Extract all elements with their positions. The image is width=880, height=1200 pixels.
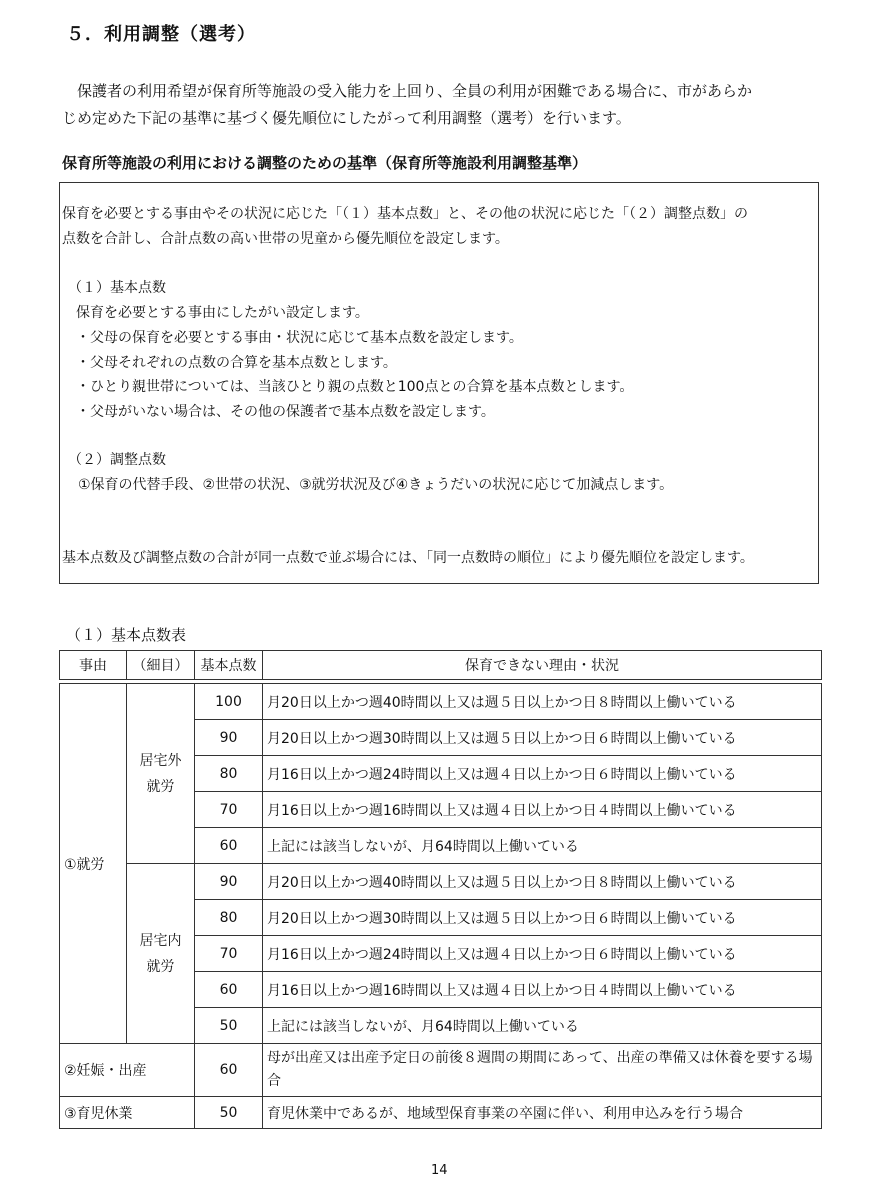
subcategory-outside-work (127, 684, 195, 864)
table-row (60, 1044, 822, 1097)
subcategory-label: 就労 (146, 778, 175, 795)
condition-cell: 上記には該当しないが、月64時間以上働いている (263, 828, 822, 864)
table-header: （細目） (127, 651, 195, 680)
reason-cell-pregnancy: ②妊娠・出産 (60, 1044, 195, 1097)
basic-points-line: ・ひとり親世帯については、当該ひとり親の点数と100点との合算を基本点数とします。 (76, 379, 634, 395)
reason-cell-work: ①就労 (60, 684, 127, 1044)
reason-cell-childcare-leave: ③育児休業 (60, 1097, 195, 1129)
condition-cell: 月20日以上かつ週40時間以上又は週５日以上かつ日８時間以上働いている (263, 864, 822, 900)
basic-points-line: ・父母の保育を必要とする事由・状況に応じて基本点数を設定します。 (76, 330, 523, 346)
points-cell: 60 (195, 828, 263, 864)
table-row (60, 1097, 822, 1129)
basic-points-line: ・父母それぞれの点数の合算を基本点数とします。 (76, 355, 397, 371)
subcategory-inside-work (127, 864, 195, 1044)
subcategory-label: 就労 (146, 958, 175, 975)
basic-points-table (59, 650, 822, 1129)
table-row (60, 864, 822, 900)
points-cell: 90 (195, 720, 263, 756)
subcategory-label: 居宅外 (139, 752, 182, 769)
section-title: ５．利用調整（選考） (66, 24, 256, 45)
intro-line: じめ定めた下記の基準に基づく優先順位にしたがって利用調整（選考）を行います。 (62, 109, 631, 127)
page-number: 14 (431, 1163, 448, 1178)
table-header-row (60, 651, 822, 680)
condition-cell: 月16日以上かつ週24時間以上又は週４日以上かつ日６時間以上働いている (263, 936, 822, 972)
table-header: 事由 (60, 651, 127, 680)
condition-cell: 月16日以上かつ週16時間以上又は週４日以上かつ日４時間以上働いている (263, 792, 822, 828)
points-cell: 70 (195, 936, 263, 972)
criteria-box (59, 182, 819, 584)
table-header: 基本点数 (195, 651, 263, 680)
criteria-intro-line: 保育を必要とする事由やその状況に応じた「（１）基本点数」と、その他の状況に応じた「（２）調整点数」の (62, 206, 748, 222)
points-cell: 80 (195, 900, 263, 936)
table-header: 保育できない理由・状況 (263, 651, 822, 680)
condition-cell: 月20日以上かつ週30時間以上又は週５日以上かつ日６時間以上働いている (263, 900, 822, 936)
subcategory-label: 居宅内 (139, 932, 182, 949)
points-cell: 60 (195, 972, 263, 1008)
points-cell: 50 (195, 1097, 263, 1129)
condition-cell: 月16日以上かつ週24時間以上又は週４日以上かつ日６時間以上働いている (263, 756, 822, 792)
condition-cell: 月20日以上かつ週40時間以上又は週５日以上かつ日８時間以上働いている (263, 684, 822, 720)
condition-cell: 育児休業中であるが、地域型保育事業の卒園に伴い、利用申込みを行う場合 (263, 1097, 822, 1129)
points-cell: 80 (195, 756, 263, 792)
condition-cell: 上記には該当しないが、月64時間以上働いている (263, 1008, 822, 1044)
criteria-intro-line: 点数を合計し、合計点数の高い世帯の児童から優先順位を設定します。 (62, 231, 509, 247)
adjust-points-line: ①保育の代替手段、②世帯の状況、③就労状況及び④きょうだいの状況に応じて加減点します。 (78, 477, 674, 493)
basic-points-line: ・父母がいない場合は、その他の保護者で基本点数を設定します。 (76, 404, 495, 420)
intro-line: 保護者の利用希望が保育所等施設の受入能力を上回り、全員の利用が困難である場合に、市があらか (62, 82, 753, 100)
points-cell: 90 (195, 864, 263, 900)
basic-points-line: 保育を必要とする事由にしたがい設定します。 (76, 305, 369, 321)
points-cell: 100 (195, 684, 263, 720)
adjust-points-title: （２）調整点数 (68, 452, 166, 468)
table-row (60, 684, 822, 720)
points-cell: 50 (195, 1008, 263, 1044)
points-cell: 70 (195, 792, 263, 828)
tie-note: 基本点数及び調整点数の合計が同一点数で並ぶ場合には、「同一点数時の順位」により優先順位を設定します。 (62, 550, 754, 566)
condition-cell: 月16日以上かつ週16時間以上又は週４日以上かつ日４時間以上働いている (263, 972, 822, 1008)
table-caption: （１）基本点数表 (66, 626, 187, 644)
points-cell: 60 (195, 1044, 263, 1097)
criteria-heading: 保育所等施設の利用における調整のための基準（保育所等施設利用調整基準） (62, 154, 588, 172)
condition-cell: 月20日以上かつ週30時間以上又は週５日以上かつ日６時間以上働いている (263, 720, 822, 756)
condition-cell: 母が出産又は出産予定日の前後８週間の期間にあって、出産の準備又は休養を要する場合 (263, 1044, 822, 1097)
intro-paragraph (62, 78, 822, 132)
basic-points-title: （１）基本点数 (68, 280, 166, 296)
